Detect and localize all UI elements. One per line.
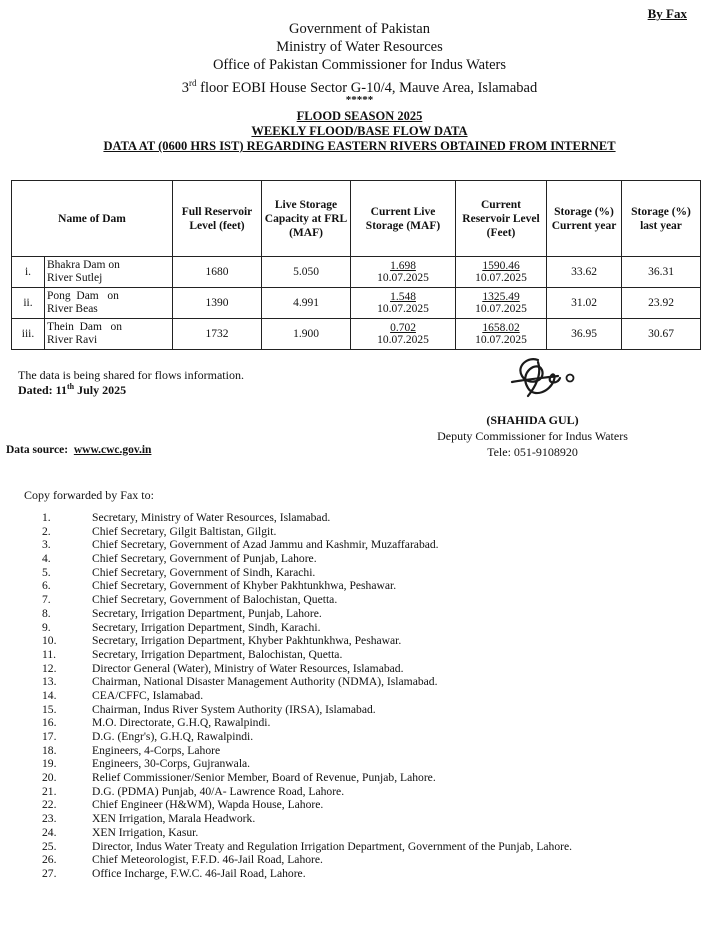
live-storage-value: 0.702 [390,322,416,334]
dated-prefix: Dated: 11 [18,383,67,397]
live-storage-date: 10.07.2025 [377,334,429,346]
signatory-name: (SHAHIDA GUL) [486,413,579,427]
data-source [6,444,151,456]
frl-value: 1732 [173,319,262,350]
dam-name-line2: River Beas [47,303,98,315]
subtitle-weekly: WEEKLY FLOOD/BASE FLOW DATA [251,124,468,138]
recipient-text: Director, Indus Water Treaty and Regulation Irrigation Department, Government of the Punjab, Lahore. [92,839,573,853]
recipient-number: 26. [42,853,57,867]
recipient-text: Chief Meteorologist, F.F.D. 46-Jail Road, Lahore. [92,853,323,867]
note-dated [18,382,126,398]
recipient-number: 13. [42,675,57,689]
recipient-text: CEA/CFFC, Islamabad. [92,688,204,702]
dated-suffix: th [67,382,75,391]
recipient-number: 27. [42,866,57,880]
recipient-text: Engineers, 30-Corps, Gujranwala. [92,757,251,771]
reservoir-level-date: 10.07.2025 [475,272,527,284]
reservoir-level-value: 1658.02 [482,322,520,334]
header-ministry: Ministry of Water Resources [276,39,443,55]
recipient-number: 25. [42,839,57,853]
dam-name [45,288,173,319]
recipient-number: 2. [42,524,51,538]
recipient-number: 17. [42,730,57,743]
subtitle-data: DATA AT (0600 HRS IST) REGARDING EASTERN RIVERS OBTAINED FROM INTERNET [103,139,616,153]
current-pct-value: 33.62 [547,257,622,288]
recipient-number: 11. [42,647,57,661]
table-row [12,257,701,288]
reservoir-level-value: 1325.49 [482,291,520,303]
recipient-text: D.G. (Engr's), G.H.Q, Rawalpindi. [92,730,254,743]
recipient-number: 4. [42,552,51,566]
live-storage-value: 1.698 [390,260,416,272]
recipient-number: 16. [42,716,57,730]
last-pct-value: 36.31 [622,257,701,288]
dam-name [45,257,173,288]
recipient-text: Office Incharge, F.W.C. 46-Jail Road, Lahore. [92,866,306,880]
recipient-text: Secretary, Irrigation Department, Khyber Pakhtunkhwa, Peshawar. [92,634,402,648]
recipient-text: XEN Irrigation, Marala Headwork. [92,812,256,826]
dam-name-line1: Bhakra Dam on [47,259,120,271]
live-storage-date: 10.07.2025 [377,303,429,315]
recipient-text: Chief Secretary, Government of Azad Jammu and Kashmir, Muzaffarabad. [92,538,439,552]
recipient-text: Secretary, Irrigation Department, Sindh, Karachi. [92,620,321,634]
copy-heading: Copy forwarded by Fax to: [24,488,154,502]
recipient-number: 12. [42,661,57,675]
recipient-number: 20. [42,771,57,785]
recipient-text: Secretary, Ministry of Water Resources, Islamabad. [92,511,331,524]
recipient-text: Chief Secretary, Government of Balochistan, Quetta. [92,593,338,607]
signatory-title: Deputy Commissioner for Indus Waters [437,429,628,443]
current-pct-value: 31.02 [547,288,622,319]
table-header-row [12,181,701,257]
capacity-value: 4.991 [262,288,351,319]
address-floor-number: 3 [181,79,190,96]
recipient-number: 3. [42,538,51,552]
recipient-number: 19. [42,757,57,771]
header-reservoir-level: Current Reservoir Level (Feet) [456,181,547,257]
address-text: floor EOBI House Sector G-10/4, Mauve Area, Islamabad [196,79,538,96]
recipient-number: 10. [42,634,57,648]
live-storage-value: 1.548 [390,291,416,303]
recipient-number: 14. [42,688,57,702]
recipient-number: 23. [42,812,57,826]
header-stars: ***** [345,94,374,106]
row-number: ii. [12,288,45,319]
recipient-text: D.G. (PDMA) Punjab, 40/A- Lawrence Road, Lahore. [92,784,345,798]
recipient-number: 6. [42,579,51,593]
live-storage-cell [351,257,456,288]
frl-value: 1390 [173,288,262,319]
signature-mark [498,352,588,402]
dam-name-line2: River Ravi [47,334,98,346]
table-row [12,288,701,319]
dam-name-line2: River Sutlej [47,272,103,284]
reservoir-level-date: 10.07.2025 [475,303,527,315]
header-live-storage: Current Live Storage (MAF) [351,181,456,257]
frl-value: 1680 [173,257,262,288]
subtitle-season: FLOOD SEASON 2025 [296,109,423,123]
recipient-text: M.O. Directorate, G.H.Q, Rawalpindi. [92,716,271,730]
capacity-value: 5.050 [262,257,351,288]
header-government: Government of Pakistan [289,21,430,37]
live-storage-date: 10.07.2025 [377,272,429,284]
header-frl: Full Reservoir Level (feet) [173,181,262,257]
fax-tag: By Fax [647,6,687,21]
live-storage-cell [351,288,456,319]
header-current-pct: Storage (%) Current year [547,181,622,257]
capacity-value: 1.900 [262,319,351,350]
recipient-text: Chief Secretary, Government of Sindh, Karachi. [92,565,316,579]
recipient-number: 7. [42,593,51,607]
recipient-number: 24. [42,825,57,839]
current-pct-value: 36.95 [547,319,622,350]
recipient-text: Engineers, 4-Corps, Lahore [92,743,221,757]
signatory-tele: Tele: 051-9108920 [487,445,578,459]
header-capacity: Live Storage Capacity at FRL (MAF) [262,181,351,257]
data-source-link[interactable]: www.cwc.gov.in [73,444,152,456]
recipient-number: 1. [42,511,51,524]
row-number: iii. [12,319,45,350]
recipient-text: Relief Commissioner/Senior Member, Board of Revenue, Punjab, Lahore. [92,771,436,785]
dated-rest: July 2025 [74,383,127,397]
reservoir-level-cell [456,257,547,288]
recipient-number: 5. [42,565,51,579]
live-storage-cell [351,319,456,350]
recipient-text: Chief Engineer (H&WM), Wapda House, Lahore. [92,798,324,812]
note-flows: The data is being shared for flows information. [18,368,244,382]
reservoir-level-cell [456,288,547,319]
last-pct-value: 23.92 [622,288,701,319]
row-number: i. [12,257,45,288]
recipient-text: Secretary, Irrigation Department, Punjab, Lahore. [92,606,322,620]
recipient-number: 21. [42,784,57,798]
recipient-text: XEN Irrigation, Kasur. [92,825,199,839]
recipient-text: Director General (Water), Ministry of Water Resources, Islamabad. [92,661,404,675]
flood-data-table [11,180,701,350]
header-office: Office of Pakistan Commissioner for Indus Waters [212,57,507,73]
recipient-number: 18. [42,743,57,757]
recipient-number: 22. [42,798,57,812]
reservoir-level-date: 10.07.2025 [475,334,527,346]
dam-name-line1: Thein Dam on [47,321,123,333]
header-last-pct: Storage (%) last year [622,181,701,257]
recipient-text: Secretary, Irrigation Department, Balochistan, Quetta. [92,647,343,661]
dam-name [45,319,173,350]
recipient-number: 8. [42,606,51,620]
recipient-text: Chief Secretary, Gilgit Baltistan, Gilgit. [92,524,277,538]
recipient-text: Chairman, National Disaster Management Authority (NDMA), Islamabad. [92,675,438,689]
recipient-text: Chairman, Indus River System Authority (IRSA), Islamabad. [92,702,376,716]
recipient-text: Chief Secretary, Government of Punjab, Lahore. [92,552,317,566]
table-row [12,319,701,350]
reservoir-level-cell [456,319,547,350]
recipient-number: 15. [42,702,57,716]
dam-name-line1: Pong Dam on [47,290,119,302]
recipient-text: Chief Secretary, Government of Khyber Pakhtunkhwa, Peshawar. [92,579,397,593]
last-pct-value: 30.67 [622,319,701,350]
recipient-number: 9. [42,620,51,634]
reservoir-level-value: 1590.46 [482,260,520,272]
header-dam-name: Name of Dam [12,181,173,257]
data-source-label: Data source: [6,444,69,456]
address-floor-suffix: rd [189,78,197,88]
